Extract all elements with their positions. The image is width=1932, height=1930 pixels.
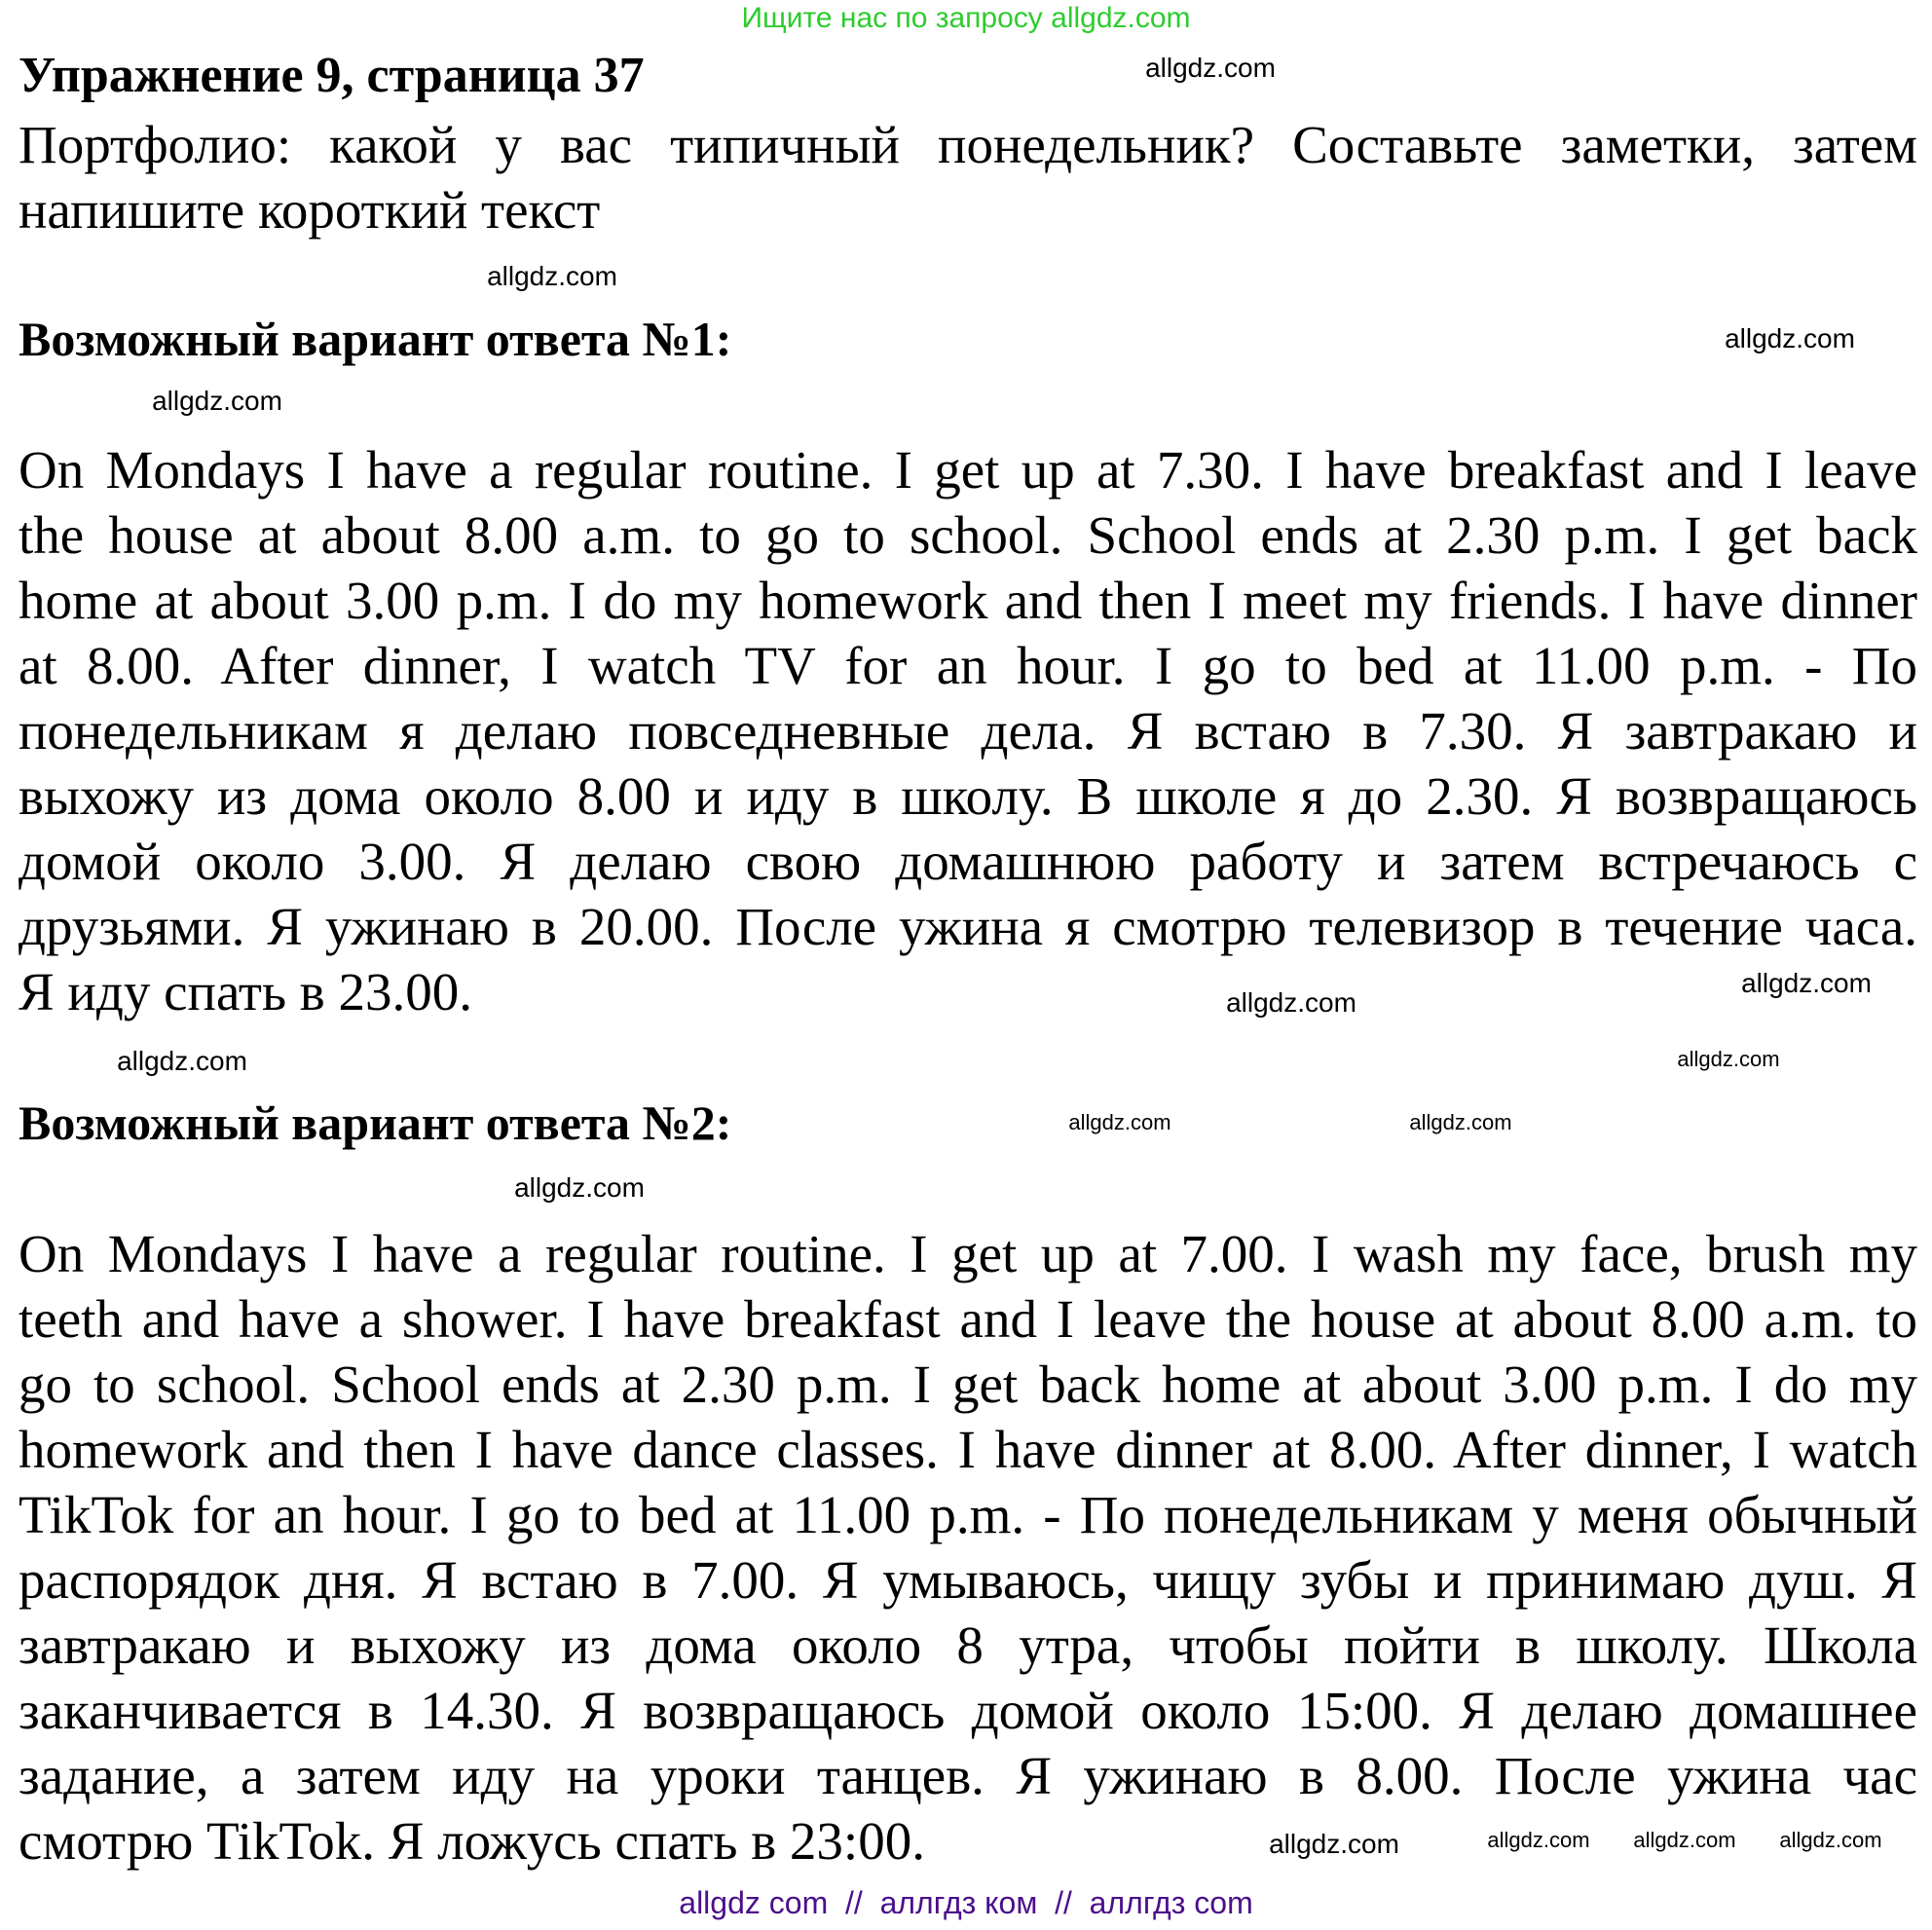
footer-links: allgdz com // аллгдз ком // аллгдз com [679,1885,1253,1920]
answer-line: задание, а затем иду на уроки танцев. Я ужинаю в 8.00. После ужина час [19,1746,1917,1805]
answer2-heading: Возможный вариант ответа №2: [19,1095,732,1150]
answer-line: смотрю TikTok. Я ложусь спать в 23:00. [19,1811,925,1871]
answer-line: at 8.00. After dinner, I watch TV for an hour. I go to bed at 11.00 p.m. - По [19,636,1917,695]
answer-line: On Mondays I have a regular routine. I get up at 7.30. I have breakfast and I leave [19,440,1917,500]
task-text [19,112,1917,242]
watermark: allgdz.com [117,1046,247,1076]
watermark: allgdz.com [1226,987,1356,1018]
answer-line: teeth and have a shower. I have breakfast and I leave the house at about 8.00 a.m. to [19,1289,1917,1349]
answer-line: домой около 3.00. Я делаю свою домашнюю работу и затем встречаюсь с [19,832,1917,891]
watermark: allgdz.com [152,386,282,416]
watermark: allgdz.com [1487,1828,1590,1852]
answer1-text [19,437,1917,1024]
answer-line: the house at about 8.00 a.m. to go to school. School ends at 2.30 p.m. I get back [19,505,1917,565]
answer-line: распорядок дня. Я встаю в 7.00. Я умываюсь, чищу зубы и принимаю душ. Я [19,1550,1917,1610]
watermark: allgdz.com [1633,1828,1736,1852]
watermark: allgdz.com [1677,1047,1780,1071]
answer-line: завтракаю и выхожу из дома около 8 утра, чтобы пойти в школу. Школа [19,1615,1917,1675]
watermark: allgdz.com [1741,968,1872,998]
page-title: Упражнение 9, страница 37 [19,48,645,103]
answer1-heading: Возможный вариант ответа №1: [19,312,732,366]
watermark: allgdz.com [1779,1828,1882,1852]
watermark: allgdz.com [1725,323,1855,353]
answer-line: друзьями. Я ужинаю в 20.00. После ужина я смотрю телевизор в течение часа. [19,897,1917,956]
search-banner: Ищите нас по запросу allgdz.com [741,2,1191,34]
answer-line: Я иду спать в 23.00. [19,962,473,1021]
watermark: allgdz.com [487,261,617,291]
answer-line: выхожу из дома около 8.00 и иду в школу. В школе я до 2.30. Я возвращаюсь [19,766,1917,826]
answer-line: понедельникам я делаю повседневные дела. Я встаю в 7.30. Я завтракаю и [19,701,1917,761]
answer-line: go to school. School ends at 2.30 p.m. I get back home at about 3.00 p.m. I do my [19,1355,1917,1414]
task-line: Портфолио: какой у вас типичный понедельник? Составьте заметки, затем [19,115,1917,174]
watermark: allgdz.com [514,1172,645,1203]
watermark: allgdz.com [1068,1110,1171,1134]
answer-line: home at about 3.00 p.m. I do my homework and then I meet my friends. I have dinner [19,571,1917,630]
answer-line: On Mondays I have a regular routine. I get up at 7.00. I wash my face, brush my [19,1224,1917,1283]
answer2-text [19,1221,1917,1874]
answer-line: homework and then I have dance classes. I have dinner at 8.00. After dinner, I watch [19,1420,1917,1479]
task-line: напишите короткий текст [19,180,601,240]
answer-line: заканчивается в 14.30. Я возвращаюсь домой около 15:00. Я делаю домашнее [19,1681,1917,1740]
watermark: allgdz.com [1269,1829,1399,1859]
answer-line: TikTok for an hour. I go to bed at 11.00 p.m. - По понедельникам у меня обычный [19,1485,1917,1544]
watermark: allgdz.com [1409,1110,1512,1134]
watermark: allgdz.com [1145,53,1276,83]
